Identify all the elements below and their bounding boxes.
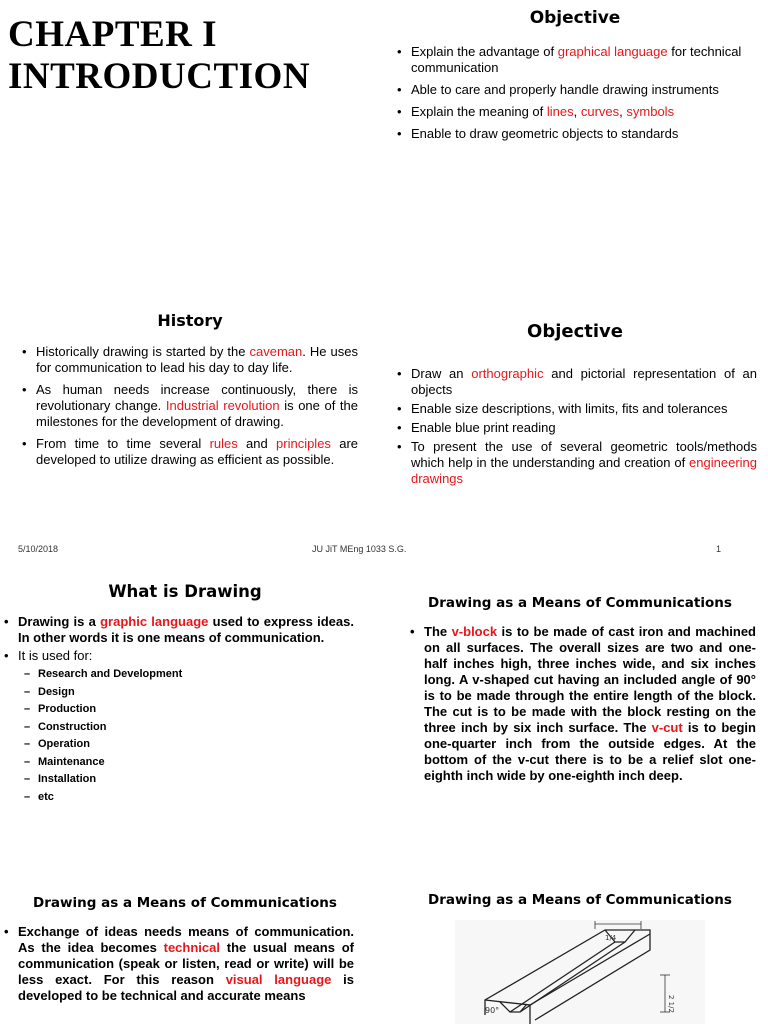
list-item: • Enable to draw geometric objects to standards <box>395 126 755 142</box>
objective-heading-2: Objective <box>527 321 623 342</box>
list-item: – Maintenance <box>24 754 354 772</box>
chapter-title <box>8 14 368 98</box>
list-item: – Operation <box>24 736 354 754</box>
list-item: • Enable size descriptions, with limits, fits and tolerances <box>395 401 757 417</box>
list-item: – Design <box>24 684 354 702</box>
list-item: • Enable blue print reading <box>395 420 757 436</box>
vblock-sketch <box>455 920 705 1024</box>
list-item: – Production <box>24 701 354 719</box>
list-item: – etc <box>24 789 354 807</box>
communication-description <box>2 924 354 1010</box>
history-list <box>20 344 358 474</box>
objective-list-1 <box>395 44 755 148</box>
objective-list-2 <box>395 366 757 490</box>
chapter-title-line1: CHAPTER I <box>8 14 218 55</box>
list-item: – Research and Development <box>24 666 354 684</box>
list-item: • Explain the meaning of lines, curves, symbols <box>395 104 755 120</box>
list-item: • Exchange of ideas needs means of communication. As the idea becomes technical the usual means of communication (speak or listen, read or write) will be less exact. For this reason visual language is developed to be technical and accurate means <box>2 924 354 1004</box>
footer-page-number: 1 <box>716 544 722 554</box>
dim-top-label: 1/4 <box>605 934 617 942</box>
communications-heading-2: Drawing as a Means of Communications <box>33 895 337 911</box>
list-item: • To present the use of several geometric tools/methods which help in the understanding and creation of engineering drawings <box>395 439 757 487</box>
dim-angle-label: 90° <box>485 1006 500 1015</box>
what-is-drawing-list <box>2 614 354 812</box>
history-heading: History <box>157 311 223 330</box>
footer-course: JU JiT MEng 1033 S.G. <box>312 544 407 554</box>
chapter-title-line2: INTRODUCTION <box>8 56 311 97</box>
list-item: • The v-block is to be made of cast iron and machined on all surfaces. The overall sizes are two and one-half inches high, three inches wide, and six inches long. A v-shaped cut having an included angle of 90° is to be made through the entire length of the block. The cut is to be made with the block resting on the three inch by six inch surface. The v-cut is to begin one-quarter inch from the outside edges. At the bottom of the v-cut there is to be a relief slot one-eighth inch wide by one-eighth inch deep. <box>408 624 756 784</box>
list-item: – Installation <box>24 771 354 789</box>
objective-heading-1: Objective <box>529 8 621 28</box>
list-item: – Construction <box>24 719 354 737</box>
communications-heading-3: Drawing as a Means of Communications <box>428 892 732 908</box>
list-item: • It is used for: – Research and Development – Design – Production – Construction – Operation – Maintenance – Installation – etc <box>2 648 354 806</box>
dim-side-label: 2 1/2 <box>667 995 675 1013</box>
what-is-drawing-heading: What is Drawing <box>108 582 262 601</box>
footer-date: 5/10/2018 <box>18 544 59 554</box>
list-item: • From time to time several rules and principles are developed to utilize drawing as efficient as possible. <box>20 436 358 468</box>
list-item: • Able to care and properly handle drawing instruments <box>395 82 755 98</box>
list-item: • Historically drawing is started by the caveman. He uses for communication to lead his day to day life. <box>20 344 358 376</box>
list-item: • As human needs increase continuously, there is revolutionary change. Industrial revolution is one of the milestones for the development of drawing. <box>20 382 358 430</box>
vblock-description <box>408 624 756 790</box>
communications-heading-1: Drawing as a Means of Communications <box>428 595 732 611</box>
list-item: • Drawing is a graphic language used to express ideas. In other words it is one means of communication. <box>2 614 354 646</box>
uses-list <box>18 666 354 806</box>
list-item: • Draw an orthographic and pictorial representation of an objects <box>395 366 757 398</box>
list-item: • Explain the advantage of graphical language for technical communication <box>395 44 755 76</box>
